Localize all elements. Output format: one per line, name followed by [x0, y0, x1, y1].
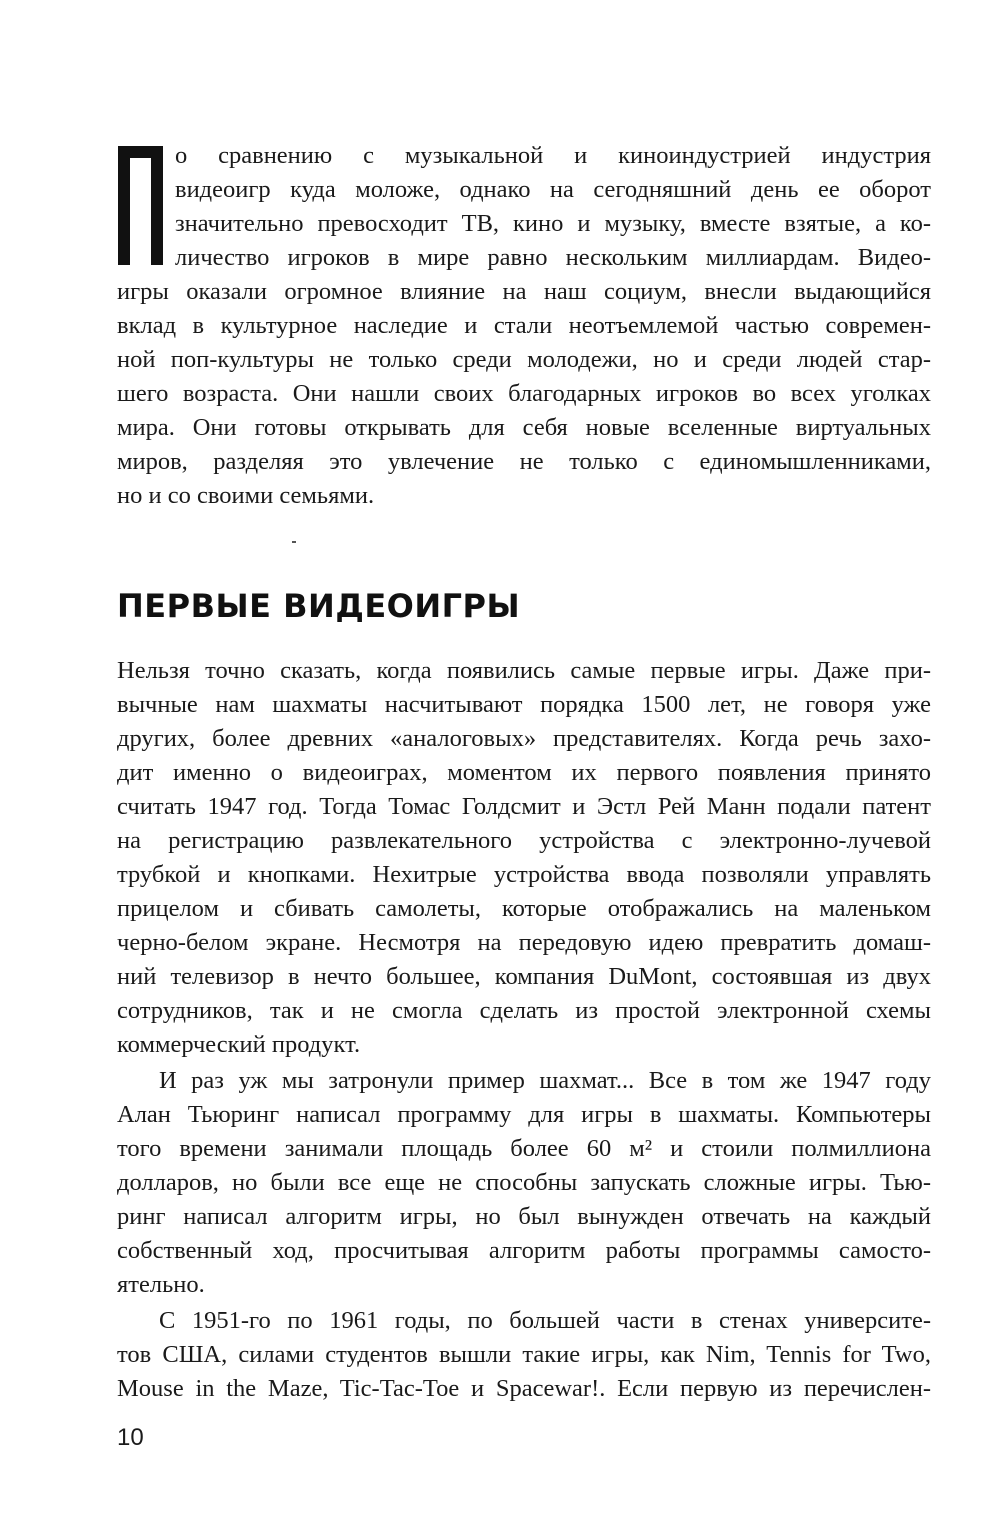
intro-line: личество игроков в мире равно нескольким миллиардам. Видео-: [175, 244, 931, 271]
body-line: того времени занимали площадь более 60 м² и стоили полмиллиона: [117, 1135, 931, 1162]
intro-line: видеоигр куда моложе, однако на сегодняшний день ее оборот: [175, 176, 931, 203]
body-line: ний телевизор в нечто большее, компания DuMont, состоявшая из двух: [117, 963, 931, 990]
body-line: Mouse in the Maze, Tic-Tac-Toe и Spacewar!. Если первую из перечислен-: [117, 1375, 931, 1402]
scan-speck: [292, 541, 296, 543]
intro-line: ной поп-культуры не только среди молодежи, но и среди людей стар-: [117, 346, 931, 373]
body-line: трубкой и кнопками. Нехитрые устройства ввода позволяли управлять: [117, 861, 931, 888]
body-line: прицелом и сбивать самолеты, которые отображались на маленьком: [117, 895, 931, 922]
body-line: вычные нам шахматы насчитывают порядка 1500 лет, не говоря уже: [117, 691, 931, 718]
body-line: дит именно о видеоиграх, моментом их первого появления принято: [117, 759, 931, 786]
body-line: И раз уж мы затронули пример шахмат... Все в том же 1947 году: [159, 1067, 931, 1094]
body-line: коммерческий продукт.: [117, 1031, 361, 1058]
body-line: С 1951-го по 1961 годы, по большей части в стенах университе-: [159, 1307, 931, 1334]
intro-line: значительно превосходит ТВ, кино и музыку, вместе взятые, а ко-: [175, 210, 931, 237]
body-line: считать 1947 год. Тогда Томас Голдсмит и Эстл Рей Манн подали патент: [117, 793, 931, 820]
intro-line: миров, разделяя это увлечение не только с единомышленниками,: [117, 448, 931, 475]
intro-line: мира. Они готовы открывать для себя новые вселенные виртуальных: [117, 414, 931, 441]
drop-cap: [118, 146, 163, 265]
body-line: сотрудников, так и не смогла сделать из простой электронной схемы: [117, 997, 931, 1024]
body-line: черно-белом экране. Несмотря на передовую идею превратить домаш-: [117, 929, 931, 956]
intro-line: игры оказали огромное влияние на наш социум, внесли выдающийся: [117, 278, 931, 305]
body-line: собственный ход, просчитывая алгоритм работы программы самосто-: [117, 1237, 931, 1264]
intro-line: шего возраста. Они нашли своих благодарных игроков во всех уголках: [117, 380, 931, 407]
body-line: на регистрацию развлекательного устройства с электронно-лучевой: [117, 827, 931, 854]
body-line: долларов, но были все еще не способны запускать сложные игры. Тью-: [117, 1169, 931, 1196]
body-line: Нельзя точно сказать, когда появились самые первые игры. Даже при-: [117, 657, 931, 684]
body-line: других, более древних «аналоговых» представителях. Когда речь захо-: [117, 725, 931, 752]
body-line: тов США, силами студентов вышли такие игры, как Nim, Tennis for Two,: [117, 1341, 931, 1368]
section-heading: ПЕРВЫЕ ВИДЕОИГРЫ: [117, 587, 521, 625]
page-number: 10: [117, 1424, 144, 1451]
intro-line: но и со своими семьями.: [117, 482, 375, 509]
body-line: ринг написал алгоритм игры, но был вынужден отвечать на каждый: [117, 1203, 931, 1230]
intro-line: о сравнению с музыкальной и киноиндустрией индустрия: [175, 142, 931, 169]
intro-line: вклад в культурное наследие и стали неотъемлемой частью современ-: [117, 312, 931, 339]
body-line: ятельно.: [117, 1271, 205, 1298]
body-line: Алан Тьюринг написал программу для игры в шахматы. Компьютеры: [117, 1101, 931, 1128]
